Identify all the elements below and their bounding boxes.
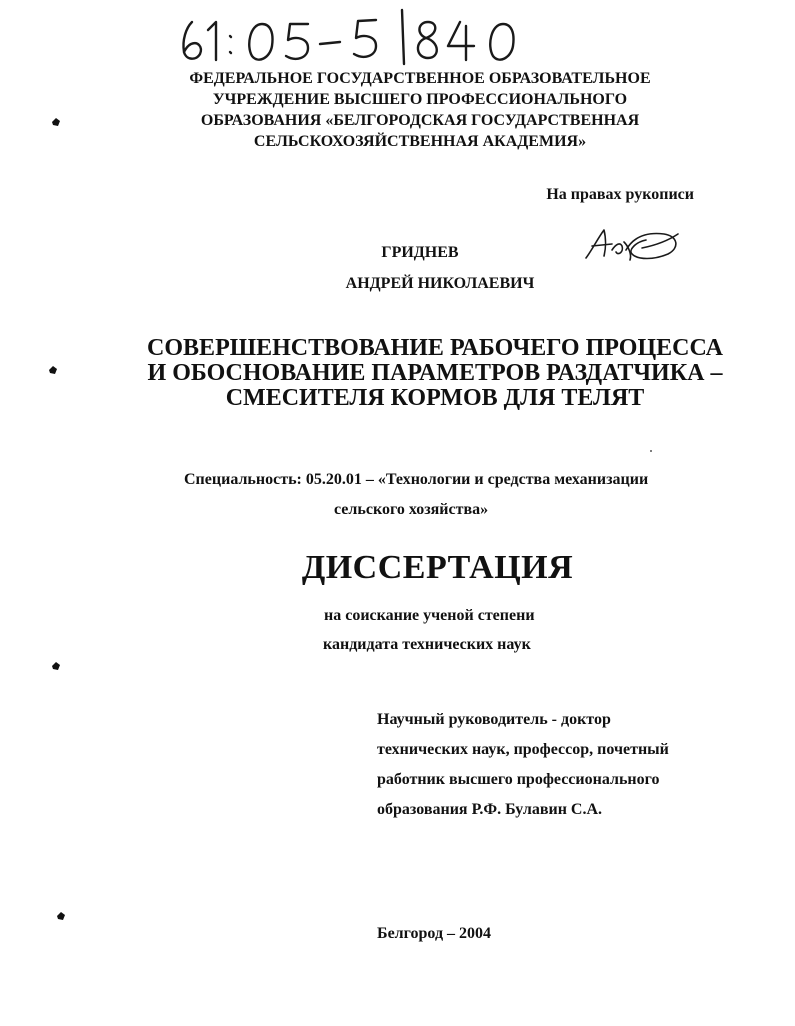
dissertation-title: [140, 336, 730, 411]
scan-hole-mark: [50, 116, 62, 128]
institution-line-3: ОБРАЗОВАНИЯ «БЕЛГОРОДСКАЯ ГОСУДАРСТВЕННАЯ: [200, 112, 640, 129]
specialty-line-1: Специальность: 05.20.01 – «Технологии и средства механизации: [184, 471, 649, 488]
institution-line-1: ФЕДЕРАЛЬНОЕ ГОСУДАРСТВЕННОЕ ОБРАЗОВАТЕЛЬНОЕ: [189, 70, 651, 87]
title-line-1: СОВЕРШЕНСТВОВАНИЕ РАБОЧЕГО ПРОЦЕССА: [147, 335, 723, 361]
scan-hole-mark: [47, 364, 59, 376]
supervisor-line-4: образования Р.Ф. Булавин С.А.: [377, 801, 603, 818]
city-year: Белгород – 2004: [377, 925, 492, 942]
handwritten-code-drawing: [178, 6, 538, 68]
title-line-3: СМЕСИТЕЛЯ КОРМОВ ДЛЯ ТЕЛЯТ: [225, 385, 645, 411]
institution-header: [100, 68, 740, 152]
institution-line-4: СЕЛЬСКОХОЗЯЙСТВЕННАЯ АКАДЕМИЯ»: [253, 133, 587, 150]
author-given-names: АНДРЕЙ НИКОЛАЕВИЧ: [345, 275, 535, 292]
rights-note: На правах рукописи: [546, 186, 694, 203]
supervisor-line-2: технических наук, профессор, почетный: [377, 741, 669, 758]
degree-line-2: кандидата технических наук: [323, 636, 531, 653]
scan-hole-mark: [50, 660, 62, 672]
signature-drawing: [582, 224, 682, 266]
supervisor-block: [377, 705, 669, 825]
handwritten-archive-code: [178, 6, 538, 68]
degree-line-1: на соискание ученой степени: [324, 607, 535, 624]
specialty-line-2: сельского хозяйства»: [334, 501, 489, 518]
institution-line-2: УЧРЕЖДЕНИЕ ВЫСШЕГО ПРОФЕССИОНАЛЬНОГО: [212, 91, 628, 108]
title-line-2: И ОБОСНОВАНИЕ ПАРАМЕТРОВ РАЗДАТЧИКА –: [147, 360, 723, 386]
scan-hole-mark: [55, 910, 67, 922]
author-signature: [582, 224, 682, 266]
document-type-heading: ДИССЕРТАЦИЯ: [301, 549, 574, 586]
supervisor-line-1: Научный руководитель - доктор: [377, 711, 611, 728]
scan-speck: [650, 450, 652, 452]
author-surname: ГРИДНЕВ: [381, 244, 459, 261]
supervisor-line-3: работник высшего профессионального: [377, 771, 660, 788]
